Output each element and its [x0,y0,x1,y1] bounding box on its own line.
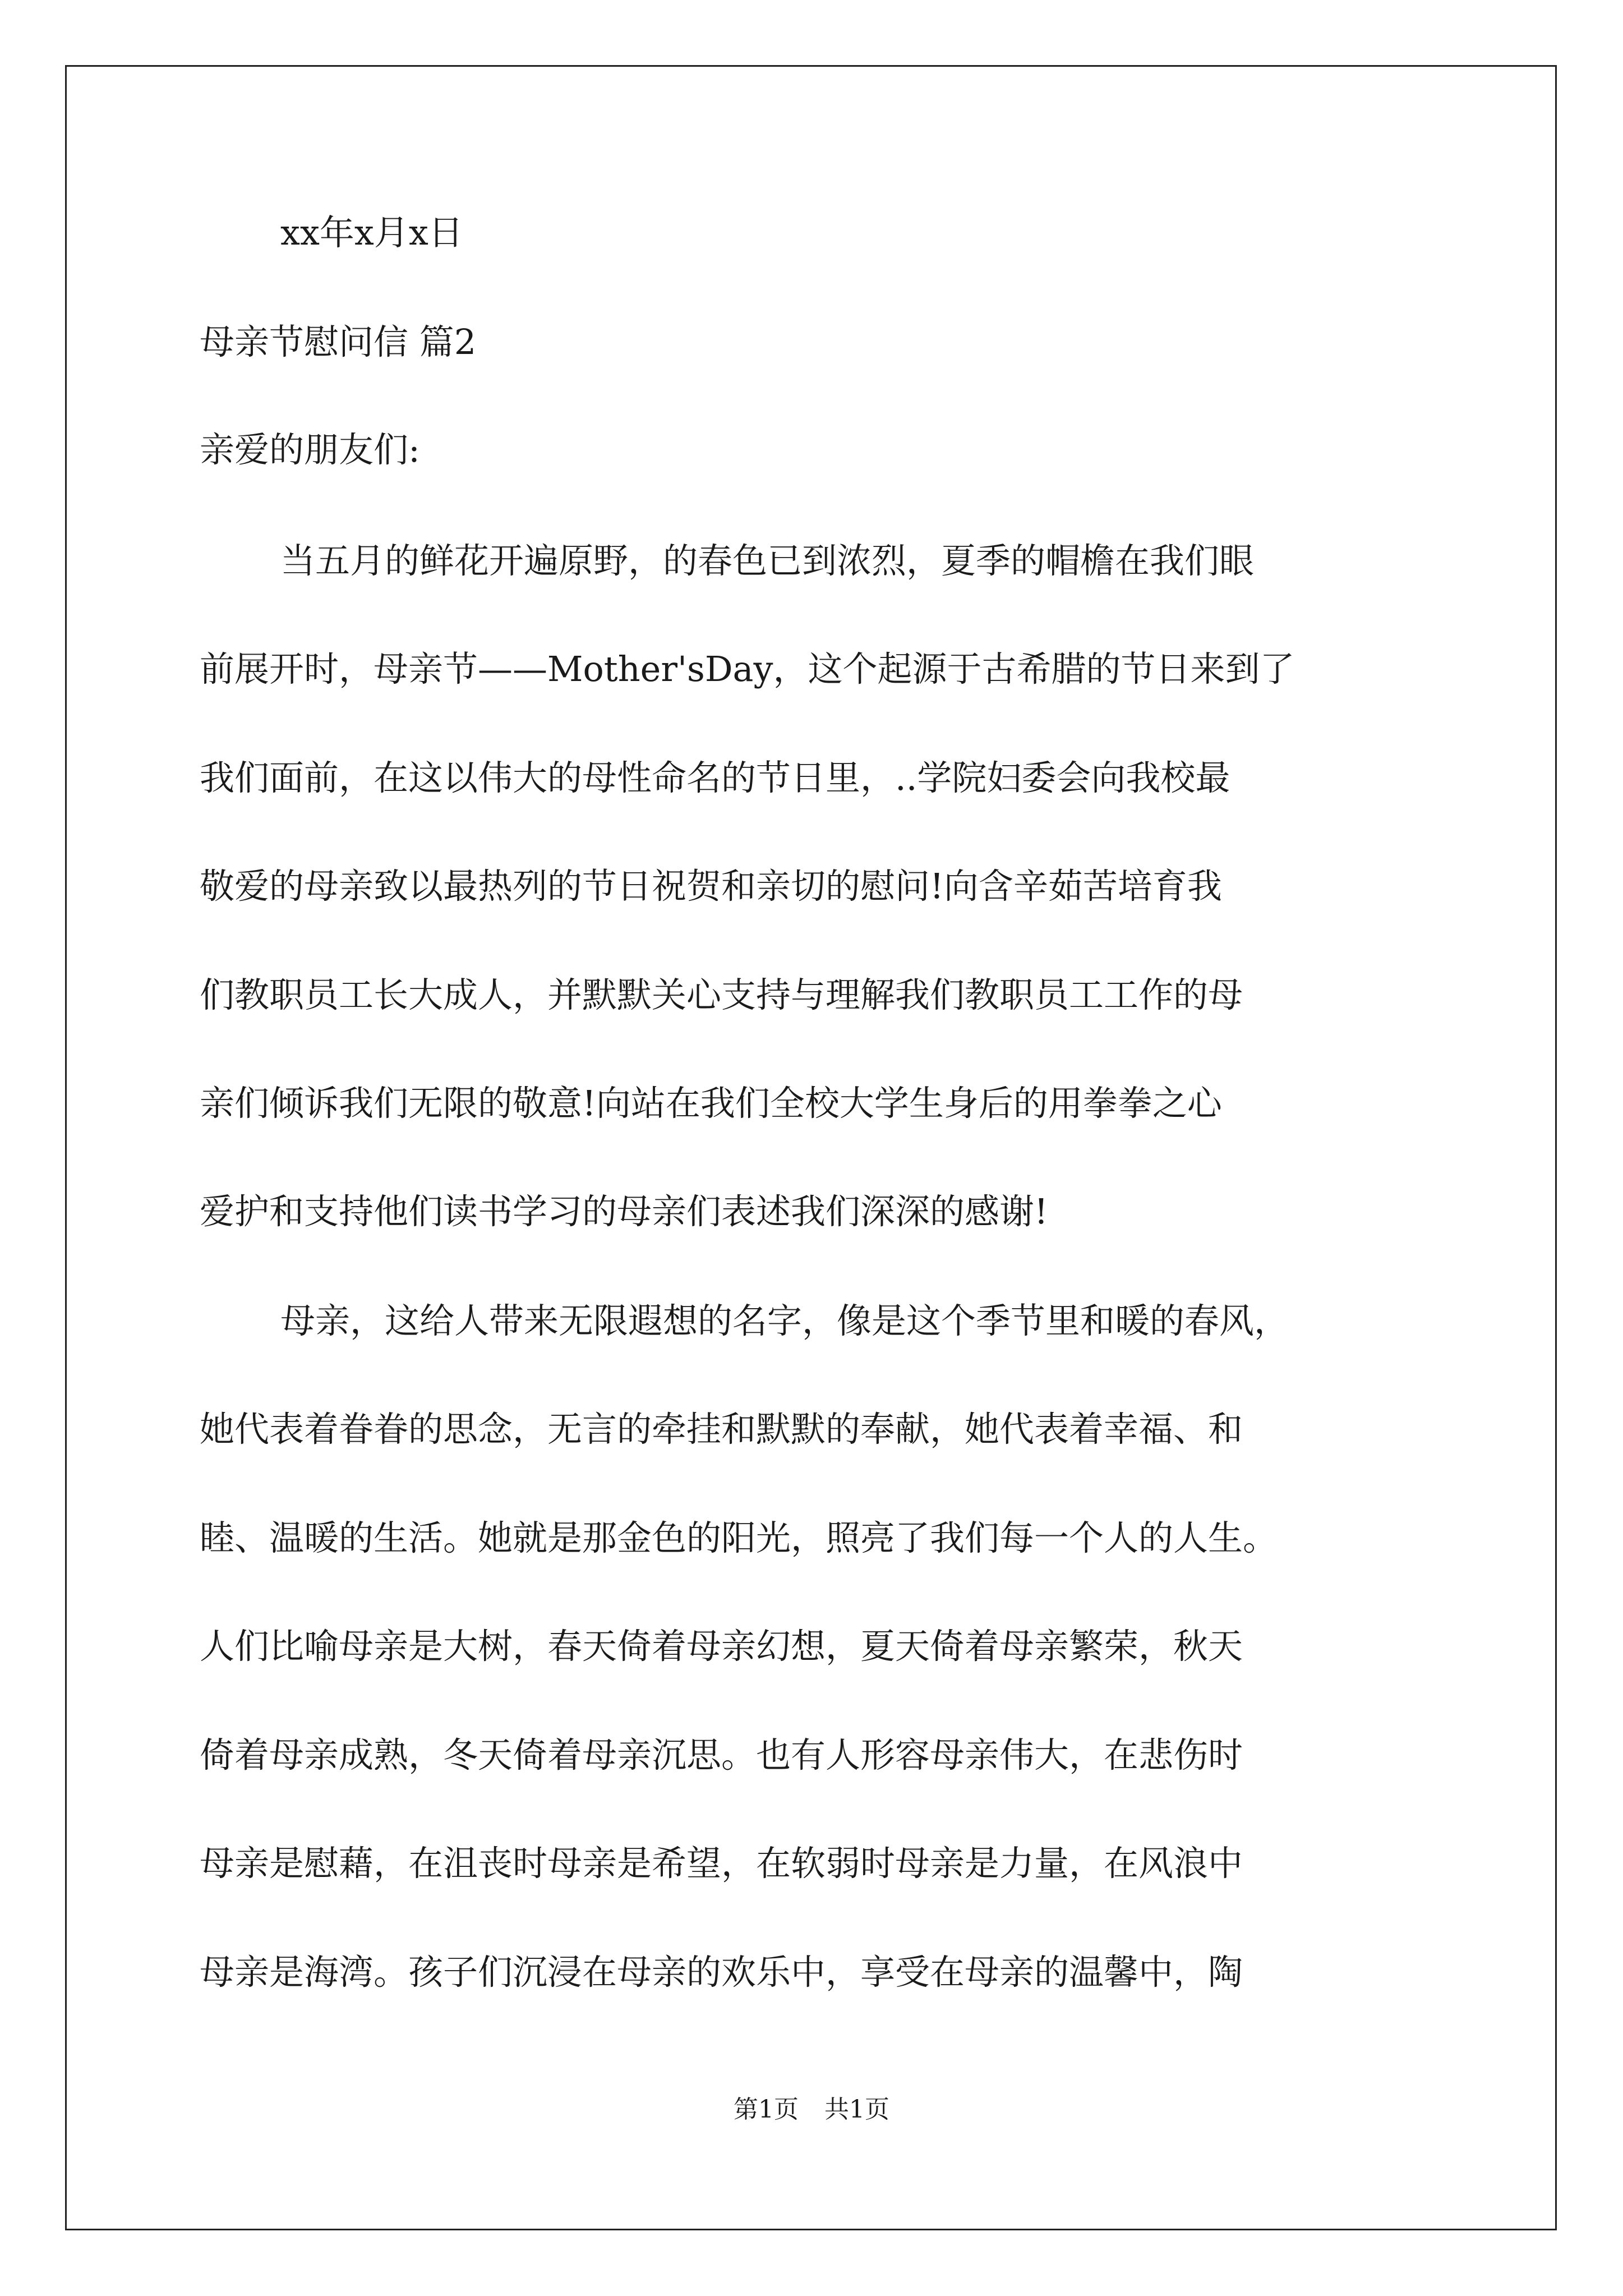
page-total: 共1页 [824,2095,889,2124]
body-line: 爱护和支持他们读书学习的母亲们表述我们深深的感谢! [200,1191,1048,1232]
section-title: 母亲节慰问信 篇2 [200,321,477,362]
body-line: 母亲，这给人带来无限遐想的名字，像是这个季节里和暖的春风， [280,1300,1289,1341]
body-line: 母亲是慰藉，在沮丧时母亲是希望，在软弱时母亲是力量，在风浪中 [200,1843,1243,1884]
body-line: 们教职员工长大成人，并默默关心支持与理解我们教职员工工作的母 [200,974,1243,1015]
page-number: 第1页 [734,2095,799,2124]
body-line: 人们比喻母亲是大树，春天倚着母亲幻想，夏天倚着母亲繁荣，秋天 [200,1626,1243,1667]
body-line: 敬爱的母亲致以最热列的节日祝贺和亲切的慰问!向含辛茹苦培育我 [200,866,1222,907]
body-line: 倚着母亲成熟，冬天倚着母亲沉思。也有人形容母亲伟大，在悲伤时 [200,1734,1243,1775]
body-line: 前展开时，母亲节——Mother'sDay，这个起源于古希腊的节日来到了 [200,648,1295,689]
body-line: 我们面前，在这以伟大的母性命名的节日里，..学院妇委会向我校最 [200,757,1230,798]
body-line: 当五月的鲜花开遍原野，的春色已到浓烈，夏季的帽檐在我们眼 [280,540,1255,581]
body-line: 亲们倾诉我们无限的敬意!向站在我们全校大学生身后的用拳拳之心 [200,1083,1222,1124]
body-line: 睦、温暖的生活。她就是那金色的阳光，照亮了我们每一个人的人生。 [200,1517,1278,1558]
salutation: 亲爱的朋友们: [200,429,420,470]
date-line: xx年x月x日 [280,212,463,253]
body-line: 她代表着眷眷的思念，无言的牵挂和默默的奉献，她代表着幸福、和 [200,1409,1243,1450]
body-line: 母亲是海湾。孩子们沉浸在母亲的欢乐中，享受在母亲的温馨中，陶 [200,1952,1243,1993]
page-footer [0,2093,1623,2127]
page-border [65,65,1557,2230]
